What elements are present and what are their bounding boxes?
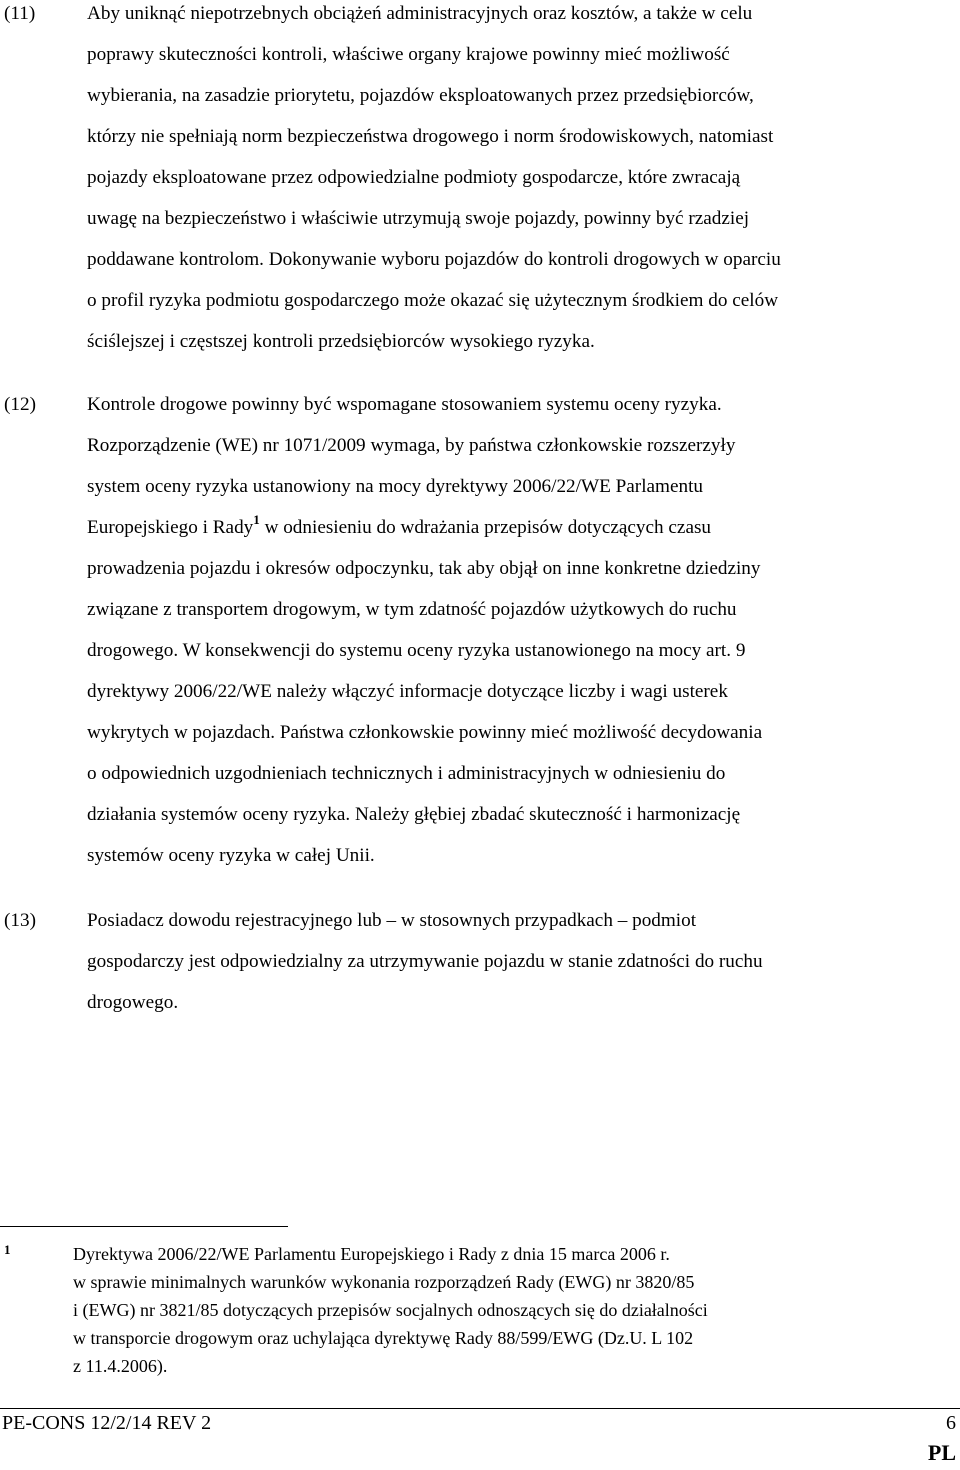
text-line: pojazdy eksploatowane przez odpowiedzialne podmioty gospodarcze, które zwracają <box>87 167 741 188</box>
text-line: wykrytych w pojazdach. Państwa członkowskie powinny mieć możliwość decydowania <box>87 722 763 743</box>
recital-number: (13) <box>4 910 36 931</box>
page-number: 6 <box>946 1412 956 1434</box>
text-segment: Europejskiego i Rady <box>87 517 254 538</box>
footnote-line: z 11.4.2006). <box>73 1356 168 1376</box>
recital-text <box>87 900 957 1023</box>
footnote-text <box>73 1240 953 1380</box>
footnote-reference[interactable]: 1 <box>253 511 260 527</box>
text-segment: w odniesieniu do wdrażania przepisów dotyczących czasu <box>259 517 712 538</box>
text-line: uwagę na bezpieczeństwo i właściwie utrzymują swoje pojazdy, powinny być rzadziej <box>87 208 750 229</box>
text-line: o odpowiednich uzgodnieniach technicznych i administracyjnych w odniesieniu do <box>87 763 726 784</box>
footnote-line: Dyrektywa 2006/22/WE Parlamentu Europejskiego i Rady z dnia 15 marca 2006 r. <box>73 1244 670 1264</box>
footnote-separator <box>0 1226 288 1227</box>
document-id: PE-CONS 12/2/14 REV 2 <box>2 1412 212 1434</box>
text-line: drogowego. <box>87 992 179 1013</box>
footnote-line: i (EWG) nr 3821/85 dotyczących przepisów socjalnych odnoszących się do działalności <box>73 1300 708 1320</box>
recital-number: (11) <box>4 3 36 24</box>
text-line: poddawane kontrolom. Dokonywanie wyboru pojazdów do kontroli drogowych w oparciu <box>87 249 781 270</box>
recital-text <box>87 0 957 362</box>
footnote-mark: 1 <box>4 1242 11 1257</box>
language-code: PL <box>927 1440 956 1465</box>
text-line: związane z transportem drogowym, w tym zdatność pojazdów użytkowych do ruchu <box>87 599 737 620</box>
text-line: drogowego. W konsekwencji do systemu oceny ryzyka ustanowionego na mocy art. 9 <box>87 640 746 661</box>
text-line: poprawy skuteczności kontroli, właściwe organy krajowe powinny mieć możliwość <box>87 44 730 65</box>
text-line: dyrektywy 2006/22/WE należy włączyć informacje dotyczące liczby i wagi usterek <box>87 681 728 702</box>
footnote-line: w transporcie drogowym oraz uchylająca dyrektywę Rady 88/599/EWG (Dz.U. L 102 <box>73 1328 694 1348</box>
text-line: Posiadacz dowodu rejestracyjnego lub – w stosownych przypadkach – podmiot <box>87 910 697 931</box>
text-line: systemów oceny ryzyka w całej Unii. <box>87 845 375 866</box>
text-line: ściślejszej i częstszej kontroli przedsiębiorców wysokiego ryzyka. <box>87 331 595 352</box>
text-line: system oceny ryzyka ustanowiony na mocy dyrektywy 2006/22/WE Parlamentu <box>87 476 703 497</box>
recital-text <box>87 384 957 876</box>
text-line: o profil ryzyka podmiotu gospodarczego może okazać się użytecznym środkiem do celów <box>87 290 779 311</box>
recital-number: (12) <box>4 394 36 415</box>
text-line: Aby uniknąć niepotrzebnych obciążeń administracyjnych oraz kosztów, a także w celu <box>87 3 753 24</box>
text-line: Rozporządzenie (WE) nr 1071/2009 wymaga, by państwa członkowskie rozszerzyły <box>87 435 736 456</box>
text-line: Kontrole drogowe powinny być wspomagane stosowaniem systemu oceny ryzyka. <box>87 394 722 415</box>
footnote-line: w sprawie minimalnych warunków wykonania rozporządzeń Rady (EWG) nr 3820/85 <box>73 1272 695 1292</box>
text-line-with-footnote-ref <box>87 507 957 548</box>
text-line: działania systemów oceny ryzyka. Należy głębiej zbadać skuteczność i harmonizację <box>87 804 741 825</box>
text-line: gospodarczy jest odpowiedzialny za utrzymywanie pojazdu w stanie zdatności do ruchu <box>87 951 763 972</box>
text-line: którzy nie spełniają norm bezpieczeństwa drogowego i norm środowiskowych, natomiast <box>87 126 774 147</box>
text-line: wybierania, na zasadzie priorytetu, pojazdów eksploatowanych przez przedsiębiorców, <box>87 85 754 106</box>
text-line: prowadzenia pojazdu i okresów odpoczynku, tak aby objął on inne konkretne dziedziny <box>87 558 761 579</box>
